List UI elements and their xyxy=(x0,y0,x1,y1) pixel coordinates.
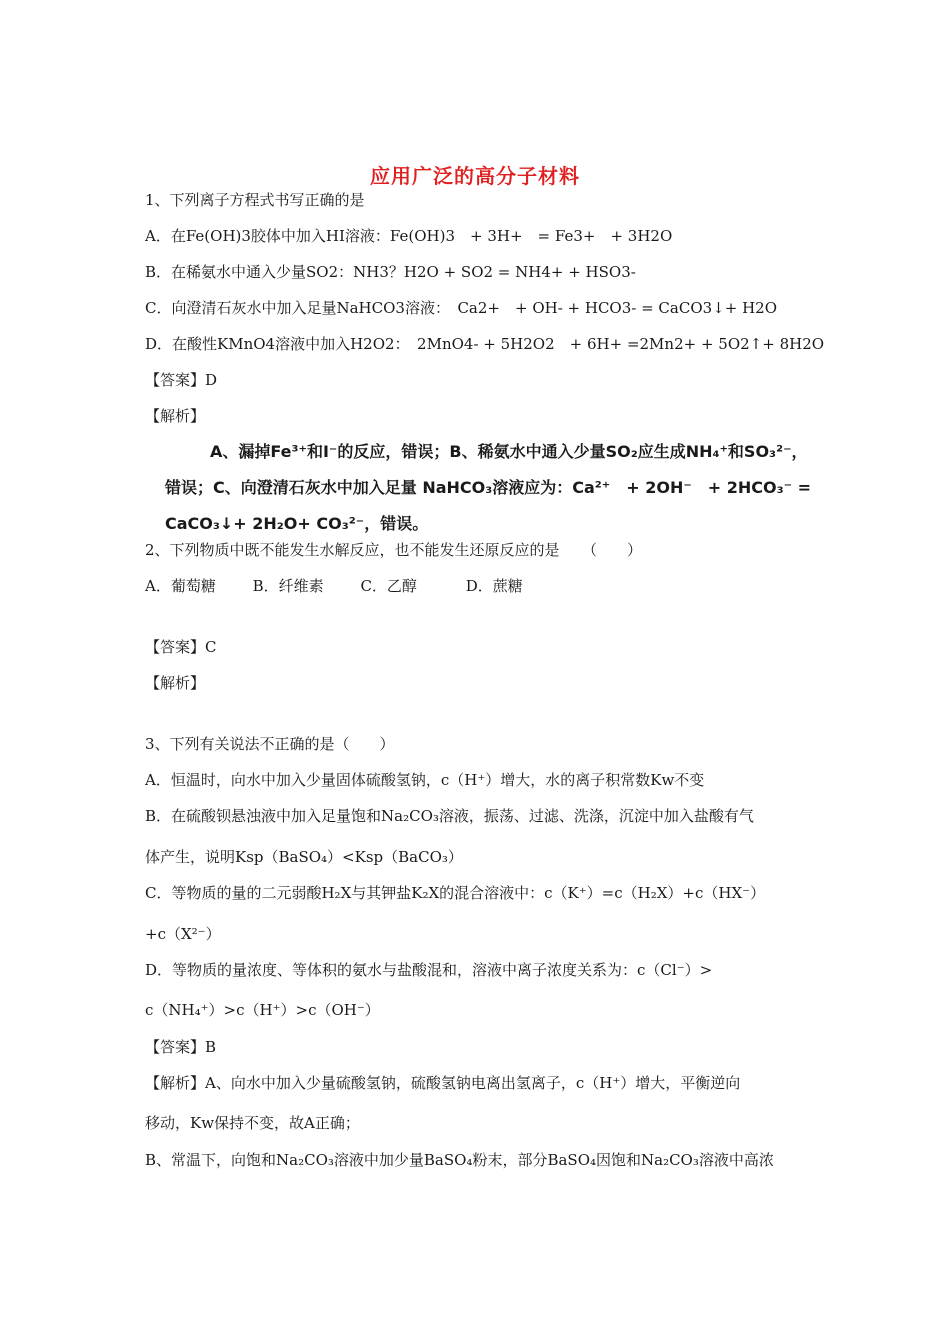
question-2-options xyxy=(145,576,555,596)
question-3-option-c-line-2: +c（X²⁻） xyxy=(145,925,221,943)
question-3-explanation-line-2: 移动，Kw保持不变，故A正确； xyxy=(145,1114,360,1132)
question-3-option-d-line-1: D．等物质的量浓度、等体积的氨水与盐酸混和，溶液中离子浓度关系为：c（Cl⁻）> xyxy=(145,961,713,979)
question-1-solution-line-2: 错误；C、向澄清石灰水中加入足量 NaHCO₃溶液应为：Ca²⁺ + 2OH⁻ + 2HCO₃⁻ = xyxy=(165,478,812,497)
question-1-stem: 1、下列离子方程式书写正确的是 xyxy=(145,191,365,209)
question-3-explanation-line-3: B、常温下，向饱和Na₂CO₃溶液中加少量BaSO₄粉末，部分BaSO₄因饱和Na₂CO₃溶液中高浓 xyxy=(145,1151,774,1169)
question-3-option-c-line-1: C．等物质的量的二元弱酸H₂X与其钾盐K₂X的混合溶液中：c（K⁺）=c（H₂X）+c（HX⁻） xyxy=(145,884,766,902)
question-2-option-a: A．葡萄糖 xyxy=(145,577,216,595)
question-2-option-b: B．纤维素 xyxy=(252,577,324,595)
question-1-solution-line-1: A、漏掉Fe³⁺和I⁻的反应，错误；B、稀氨水中通入少量SO₂应生成NH₄⁺和SO₃²⁻， xyxy=(210,442,808,461)
question-3-stem: 3、下列有关说法不正确的是（ ） xyxy=(145,735,395,753)
question-1-option-d: D．在酸性KMnO4溶液中加入H2O2： 2MnO4- + 5H2O2 + 6H+ =2Mn2+ + 5O2↑+ 8H2O xyxy=(145,335,825,353)
question-3-option-a: A．恒温时，向水中加入少量固体硫酸氢钠，c（H⁺）增大，水的离子积常数Kw不变 xyxy=(145,771,705,789)
document-title: 应用广泛的高分子材料 xyxy=(370,164,580,188)
question-1-answer: 【答案】D xyxy=(145,371,218,389)
question-3-answer: 【答案】B xyxy=(145,1038,217,1056)
question-1-option-a: A．在Fe(OH)3胶体中加入HI溶液：Fe(OH)3 + 3H+ = Fe3+ + 3H2O xyxy=(145,227,673,245)
question-2-option-c: C．乙醇 xyxy=(360,577,417,595)
question-3-option-b-line-2: 体产生，说明Ksp（BaSO₄）<Ksp（BaCO₃） xyxy=(145,848,463,866)
question-3-option-b-line-1: B．在硫酸钡悬浊液中加入足量饱和Na₂CO₃溶液，振荡、过滤、洗涤，沉淀中加入盐酸有气 xyxy=(145,807,754,825)
question-1-analysis-label: 【解析】 xyxy=(145,407,206,425)
question-3-option-d-line-2: c（NH₄⁺）>c（H⁺）>c（OH⁻） xyxy=(145,1001,380,1019)
question-1-option-c: C．向澄清石灰水中加入足量NaHCO3溶液： Ca2+ + OH- + HCO3- = CaCO3↓+ H2O xyxy=(145,299,778,317)
question-2-answer: 【答案】C xyxy=(145,638,217,656)
question-2-stem: 2、下列物质中既不能发生水解反应，也不能发生还原反应的是 （ ） xyxy=(145,541,643,559)
question-1-solution-line-3: CaCO₃↓+ 2H₂O+ CO₃²⁻，错误。 xyxy=(165,514,429,533)
question-2-analysis-label: 【解析】 xyxy=(145,674,206,692)
question-1-option-b: B．在稀氨水中通入少量SO2：NH3？H2O + SO2 = NH4+ + HSO3- xyxy=(145,263,636,281)
question-2-option-d: D．蔗糖 xyxy=(465,577,523,595)
question-3-explanation-line-1: 【解析】A、向水中加入少量硫酸氢钠，硫酸氢钠电离出氢离子，c（H⁺）增大，平衡逆向 xyxy=(145,1074,741,1092)
